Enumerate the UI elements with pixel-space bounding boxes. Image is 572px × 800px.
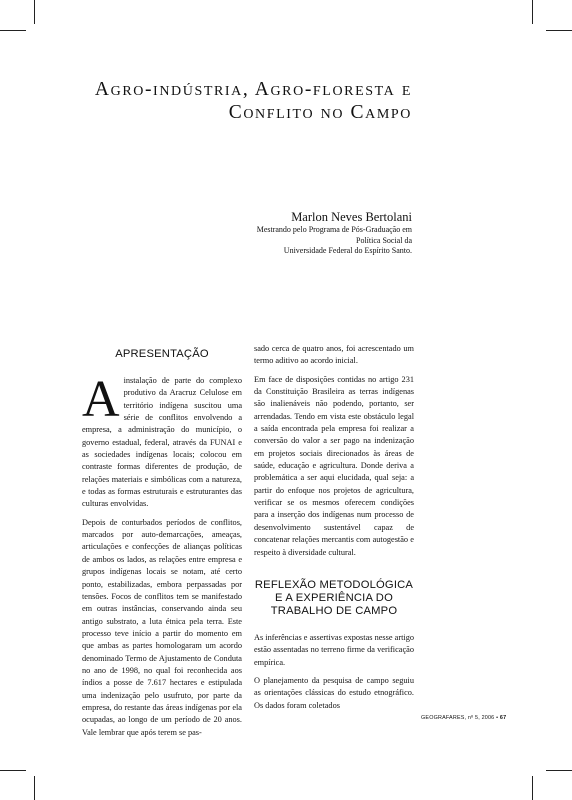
article-title <box>52 78 412 124</box>
crop-mark <box>0 770 26 771</box>
author-affiliation-2: Política Social da <box>356 235 412 245</box>
crop-mark <box>34 0 35 24</box>
drop-cap: A <box>82 371 120 428</box>
title-line-2: Conflito no Campo <box>228 102 412 123</box>
paragraph-text: instalação de parte do complexo produtivo da Aracruz Celulose em território indígena suscitou uma série de conflitos envolvendo a empresa, a administração do município, o governo estadual, federal, através da FUNAI e as sociedades indígenas locais; colocou em contraste formas diferentes de produção, de relações materiais e simbólicas com a natureza, e todas as formas estruturais e estruturantes das culturas envolvidas. <box>82 376 242 509</box>
paragraph <box>82 371 242 511</box>
heading-line-3: TRABALHO DE CAMPO <box>270 604 398 617</box>
section-heading-apresentacao: APRESENTAÇÃO <box>115 348 209 360</box>
paragraph: Em face de disposições contidas no artigo 231 da Constituição Brasileira as terras indígenas são inalienáveis não podendo, portanto, ser arrendadas. Tendo em vista este obstáculo legal a saída encontrada pela empresa foi realizar a conversão do valor a ser pago na indenização em projetos sociais direcionados às áreas de saúde, educação e agricultura. Donde deriva a problemática a ser aqui elucidada, qual seja: a partir do enfoque nos projetos de agricultura, verificar se os mesmos oferecem condições para a inserção dos indígenas num processo de desenvolvimento sustentável capaz de concatenar relações mercantis com autogestão e respeito à diversidade cultural. <box>254 374 414 557</box>
paragraph: As inferências e assertivas expostas nesse artigo estão assentadas no terreno firme da verificação empírica. <box>254 632 414 667</box>
crop-mark <box>532 776 533 800</box>
journal-name: GEOGRAFARES, nº 5, 2006 <box>421 715 495 721</box>
crop-mark <box>0 30 26 31</box>
column-left <box>82 348 242 745</box>
footer-bullet: • <box>496 715 499 721</box>
author-affiliation-3: Universidade Federal do Espírito Santo. <box>283 246 412 255</box>
paragraph: O planejamento da pesquisa de campo seguiu as orientações clássicas do estudo etnográfico. Os dados foram coletados <box>254 675 414 710</box>
author-name: Marlon Neves Bertolani <box>291 210 412 224</box>
crop-mark <box>546 30 572 31</box>
title-line-1: Agro-indústria, Agro-floresta e <box>94 79 412 100</box>
paragraph: Depois de conturbados períodos de conflitos, marcados por auto-demarcações, ameaças, articulações e confecções de alianças políticas de ambos os lados, as relações entre empresa e grupos indígenas locais se notam, até certo ponto, estabilizadas, embora perpassadas por tensões. Focos de conflitos tem se manifestado em outras instâncias, conservando ainda seu antigo substrato, a luta étnica pela terra. Este processo teve início a partir do momento em que ambas as partes homologaram um acordo denominado Termo de Ajustamento de Conduta no ano de 1998, no qual foi reconhecida aos índios a posse de 7.617 hectares e estipulada uma indenização pelo usufruto, por parte da empresa, do restante das áreas indígenas por ela ocupadas, ao longo de um período de 20 anos. Vale lembrar que após terem se pas- <box>82 517 242 737</box>
crop-mark <box>34 776 35 800</box>
heading-line-1: REFLEXÃO METODOLÓGICA <box>254 578 414 591</box>
crop-mark <box>546 770 572 771</box>
column-right <box>254 343 414 718</box>
page-footer <box>421 715 506 721</box>
paragraph: sado cerca de quatro anos, foi acrescentado um termo aditivo ao acordo inicial. <box>254 344 414 366</box>
heading-line-2: E A EXPERIÊNCIA DO <box>274 591 393 604</box>
author-affiliation-1: Mestrando pelo Programa de Pós-Graduação em <box>256 225 412 234</box>
section-heading-reflexao <box>254 579 414 618</box>
crop-mark <box>532 0 533 24</box>
author-block <box>152 210 412 257</box>
page-number: 67 <box>499 715 507 721</box>
